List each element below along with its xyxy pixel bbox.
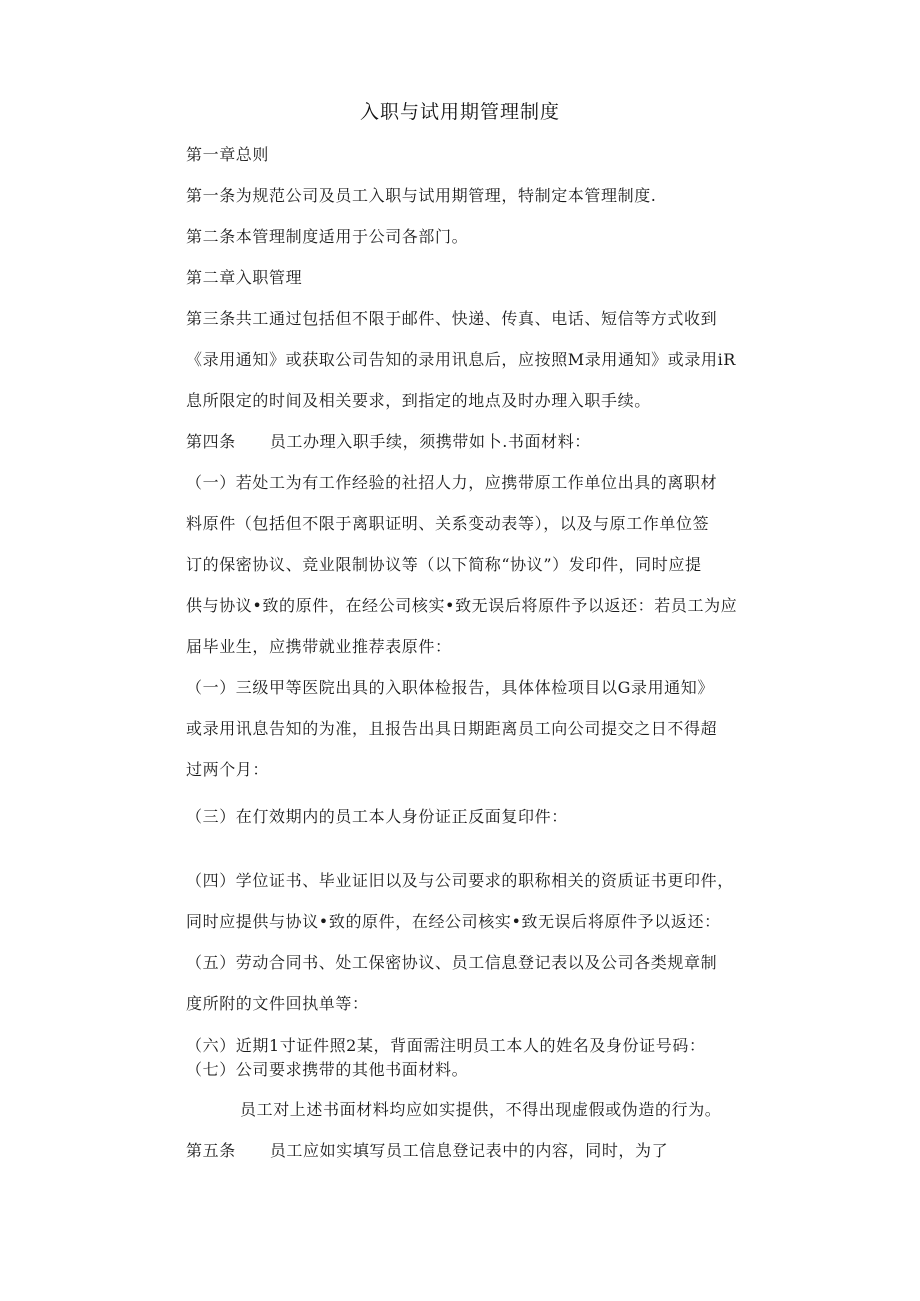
item-2-line-2: 或录用讯息告知的为准，且报告出具日期距离员工向公司提交之日不得超	[186, 719, 718, 738]
item-4-line-2: 同时应提供与协议•致的原件，在经公司核实•致无误后将原件予以返还：	[186, 912, 721, 931]
item-5-line-2: 度所附的文件回执单等：	[186, 994, 369, 1013]
chapter-2-heading: 第二章入职管理	[186, 268, 303, 287]
item-6: （六）近期1寸证件照2某，背面需注明员工本人的姓名及身份证号码：	[186, 1036, 706, 1055]
item-1-line-4: 供与协议•致的原件，在经公司核实•致无误后将原件予以返还：若员工为应	[186, 596, 738, 615]
item-1-line-5: 届毕业生，应携带就业推荐表原件：	[186, 637, 452, 656]
article-3-line-2: 《录用通知》或获取公司告知的录用讯息后，应按照M录用通知》或录用iR	[186, 350, 736, 369]
item-4-line-1: （四）学位证书、毕业证旧以及与公司要求的职称相关的资质证书更印件，	[186, 871, 734, 890]
item-5-line-1: （五）劳动合同书、处工保密协议、员工信息登记表以及公司各类规章制	[186, 953, 718, 972]
document-title: 入职与试用期管理制度	[359, 101, 560, 123]
item-1-line-2: 料原件（包括但不限于离职证明、关系变动表等），以及与原工作单位签	[186, 514, 710, 533]
item-2-line-1: （一）三级甲等医院出具的入职体检报告，具体体检项目以G录用通知》	[186, 678, 714, 697]
article-1: 第一条为规范公司及员工入职与试用期管理，特制定本管理制度.	[186, 186, 657, 205]
item-2-line-3: 过两个月：	[186, 760, 270, 779]
article-2: 第二条本管理制度适用于公司各部门。	[186, 227, 469, 246]
article-4-text: 员工办理入职手续，须携带如卜.书面材料：	[269, 432, 591, 451]
article-3-line-1: 第三条共工通过包括但不限于邮件、快递、传真、电话、短信等方式收到	[186, 309, 718, 328]
article-5	[186, 1140, 668, 1162]
materials-statement: 员工对上述书面材料均应如实提供，不得出现虚假或伪造的行为。	[240, 1100, 722, 1119]
article-3-line-3: 息所限定的时间及相关要求，到指定的地点及时办理入职手续。	[186, 391, 651, 410]
article-5-label: 第五条	[186, 1141, 236, 1160]
item-7: （七）公司要求携带的其他书面材料。	[186, 1060, 469, 1079]
article-4	[186, 431, 591, 453]
item-3: （三）在仃效期内的员工本人身份证正反面复印件：	[186, 807, 568, 826]
chapter-1-heading: 第一章总则	[186, 145, 270, 164]
item-1-line-3: 订的保密协议、竞业限制协议等（以下简称“协议”）发印件，同时应提	[186, 555, 702, 574]
article-4-label: 第四条	[186, 432, 236, 451]
article-5-text: 员工应如实填写员工信息登记表中的内容，同时，为了	[269, 1141, 669, 1160]
item-1-line-1: （一）若处工为有工作经验的社招人力，应携带原工作单位出具的离职材	[186, 473, 718, 492]
